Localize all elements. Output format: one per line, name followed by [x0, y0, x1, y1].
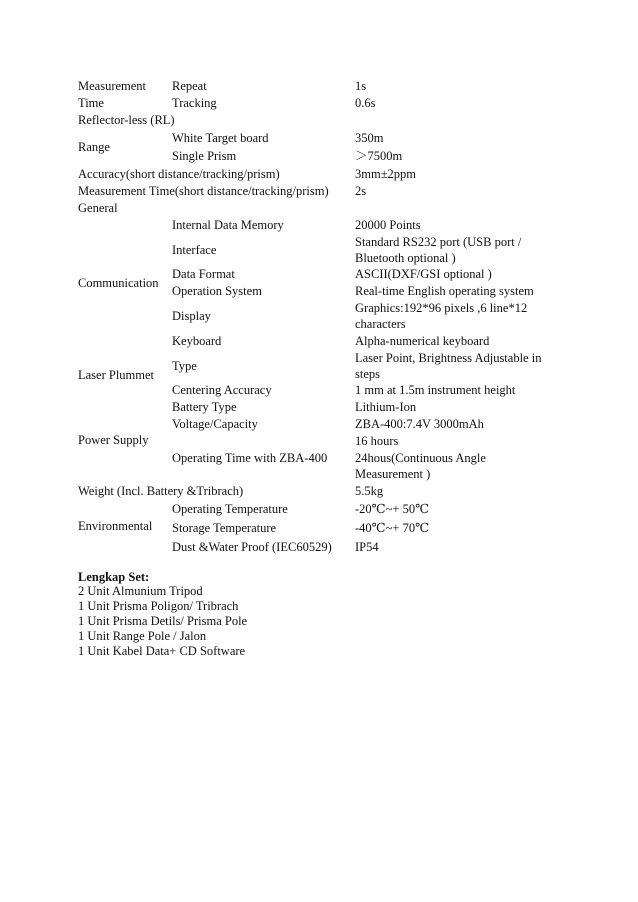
- kit-item: 1 Unit Range Pole / Jalon: [78, 629, 207, 643]
- os-label: Operation System: [172, 284, 262, 298]
- centering-accuracy-label: Centering Accuracy: [172, 383, 272, 397]
- operating-time-value-line2: 24hous(Continuous Angle: [355, 451, 486, 465]
- laser-plummet-label: Laser Plummet: [78, 368, 155, 382]
- data-format-value: ASCII(DXF/GSI optional ): [355, 267, 492, 281]
- battery-type-value: Lithium-Ion: [355, 400, 417, 414]
- power-supply-label: Power Supply: [78, 433, 149, 447]
- centering-accuracy-value: 1 mm at 1.5m instrument height: [355, 383, 516, 397]
- operating-time-value-line3: Measurement ): [355, 467, 431, 481]
- battery-type-label: Battery Type: [172, 400, 237, 414]
- single-prism-value: ＞7500m: [355, 149, 403, 163]
- operating-time-label: Operating Time with ZBA-400: [172, 451, 328, 465]
- internal-memory-label: Internal Data Memory: [172, 218, 284, 232]
- interface-value-line2: Bluetooth optional ): [355, 251, 456, 265]
- dust-proof-label: Dust &Water Proof (IEC60529): [172, 540, 332, 554]
- operating-temp-value: -20℃~+ 50℃: [355, 502, 430, 516]
- tracking-label: Tracking: [172, 96, 217, 110]
- kit-item: 1 Unit Kabel Data+ CD Software: [78, 644, 246, 658]
- display-label: Display: [172, 309, 211, 323]
- white-target-label: White Target board: [172, 131, 269, 145]
- kit-item: 2 Unit Almunium Tripod: [78, 584, 203, 598]
- voltage-value: ZBA-400:7.4V 3000mAh: [355, 417, 484, 431]
- operating-time-value-line1: 16 hours: [355, 434, 399, 448]
- laser-type-value-line1: Laser Point, Brightness Adjustable in: [355, 351, 542, 365]
- reflectorless-heading: Reflector-less (RL): [78, 113, 175, 127]
- display-value-line2: characters: [355, 317, 406, 331]
- keyboard-value: Alpha-numerical keyboard: [355, 334, 490, 348]
- os-value: Real-time English operating system: [355, 284, 534, 298]
- environmental-label: Environmental: [78, 519, 153, 533]
- tracking-value: 0.6s: [355, 96, 376, 110]
- interface-value-line1: Standard RS232 port (USB port /: [355, 235, 522, 249]
- measurement-time-label-line1: Measurement: [78, 79, 147, 93]
- interface-label: Interface: [172, 243, 217, 257]
- storage-temp-value: -40℃~+ 70℃: [355, 521, 430, 535]
- repeat-label: Repeat: [172, 79, 207, 93]
- communication-label: Communication: [78, 276, 159, 290]
- operating-temp-label: Operating Temperature: [172, 502, 288, 516]
- measurement-time-label-line2: Time: [78, 96, 104, 110]
- internal-memory-value: 20000 Points: [355, 218, 421, 232]
- accuracy-value: 3mm±2ppm: [355, 167, 417, 181]
- range-label: Range: [78, 140, 110, 154]
- weight-label: Weight (Incl. Battery &Tribrach): [78, 484, 244, 498]
- display-value-line1: Graphics:192*96 pixels ,6 line*12: [355, 301, 528, 315]
- weight-value: 5.5kg: [355, 484, 384, 498]
- dust-proof-value: IP54: [355, 540, 379, 554]
- meas-time2-label: Measurement Time(short distance/tracking/prism): [78, 184, 329, 198]
- repeat-value: 1s: [355, 79, 367, 93]
- laser-type-value-line2: steps: [355, 367, 380, 381]
- general-heading: General: [78, 201, 118, 215]
- keyboard-label: Keyboard: [172, 334, 222, 348]
- single-prism-label: Single Prism: [172, 149, 237, 163]
- storage-temp-label: Storage Temperature: [172, 521, 277, 535]
- accuracy-label: Accuracy(short distance/tracking/prism): [78, 167, 280, 181]
- kit-item: 1 Unit Prisma Detils/ Prisma Pole: [78, 614, 248, 628]
- white-target-value: 350m: [355, 131, 384, 145]
- voltage-label: Voltage/Capacity: [172, 417, 258, 431]
- data-format-label: Data Format: [172, 267, 235, 281]
- kit-item: 1 Unit Prisma Poligon/ Tribrach: [78, 599, 239, 613]
- kit-title: Lengkap Set:: [78, 570, 150, 584]
- laser-type-label: Type: [172, 359, 197, 373]
- meas-time2-value: 2s: [355, 184, 367, 198]
